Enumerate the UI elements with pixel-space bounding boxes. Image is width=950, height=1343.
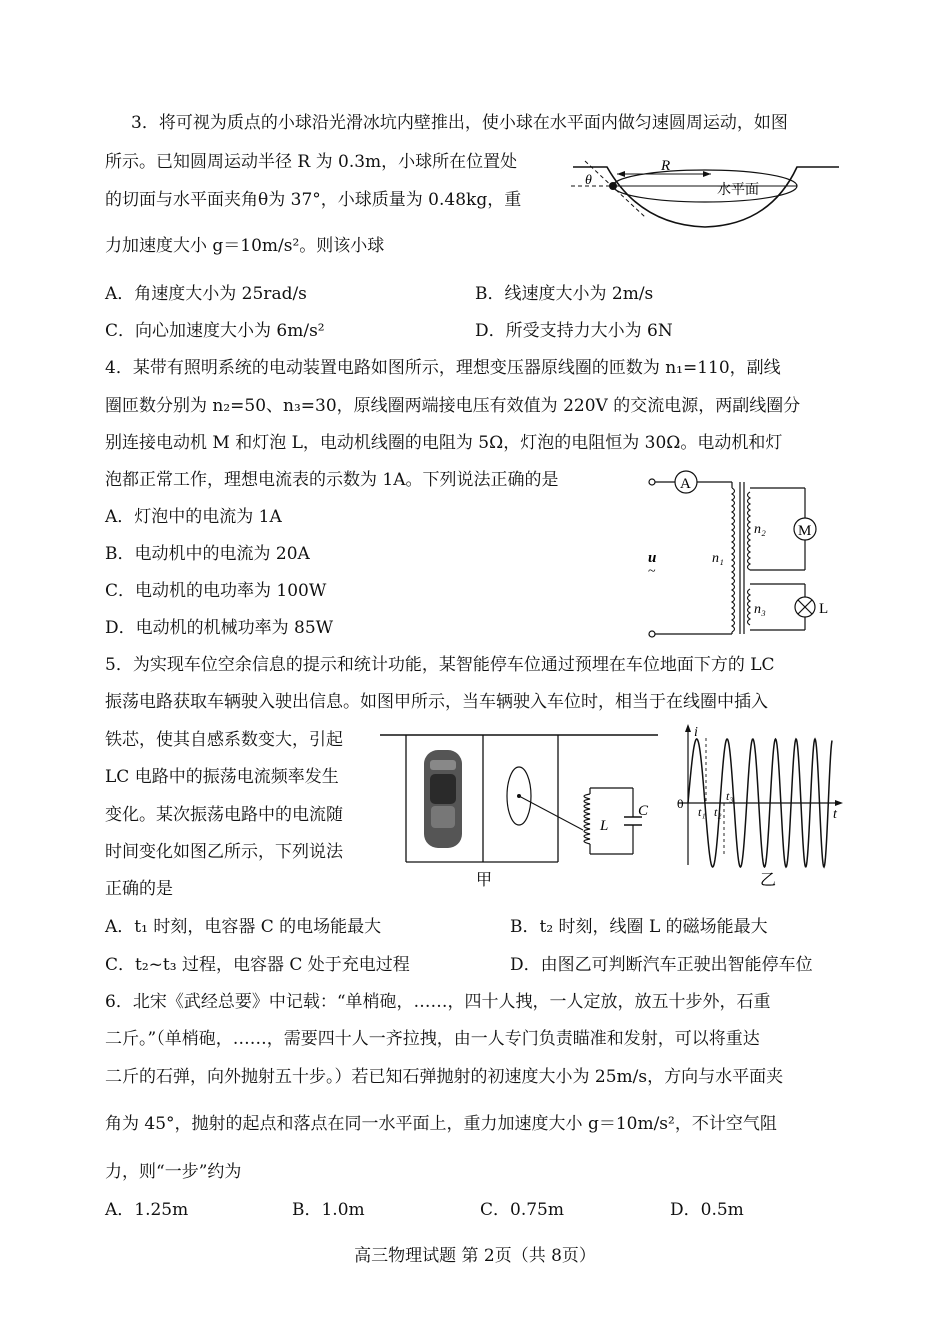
q5-t3: t₃: [726, 789, 734, 803]
q5-line5: 变化。某次振荡电路中的电流随: [105, 805, 343, 825]
q6-line1: 6．北宋《武经总要》中记载：“单梢砲，……，四十人拽，一人定放，放五十步外，石重: [105, 992, 771, 1012]
q3-line4: 力加速度大小 g＝10m/s²。则该小球: [105, 236, 385, 256]
q5-t1: t₁: [698, 805, 706, 819]
q4-ac-symbol: ~: [648, 564, 656, 579]
q4-option-d: D．电动机的机械功率为 85W: [105, 618, 334, 638]
q3-option-b: B．线速度大小为 2m/s: [475, 284, 654, 304]
q6-line4: 角为 45°，抛射的起点和落点在同一水平面上，重力加速度大小 g＝10m/s²，不计空气阻: [105, 1114, 777, 1134]
q5-label-l: L: [600, 818, 609, 834]
q4-option-c: C．电动机的电功率为 100W: [105, 581, 327, 601]
q3-label-theta: θ: [585, 173, 592, 188]
q5-line6: 时间变化如图乙所示，下列说法: [105, 842, 343, 862]
q5-line1: 5．为实现车位空余信息的提示和统计功能，某智能停车位通过预埋在车位地面下方的 LC: [105, 655, 775, 675]
q6-option-b: B．1.0m: [292, 1200, 365, 1220]
page-footer: 高三物理试题 第 2页（共 8页）: [354, 1246, 596, 1266]
q4-line2: 圈匝数分别为 n₂=50、n₃=30，原线圈两端接电压有效值为 220V 的交流电源，两副线圈分: [105, 396, 801, 416]
q5-label-c: C: [638, 803, 649, 819]
q4-line4: 泡都正常工作，理想电流表的示数为 1A。下列说法正确的是: [105, 470, 559, 490]
q5-origin: 0: [677, 796, 684, 811]
q4-line1: 4．某带有照明系统的电动装置电路如图所示，理想变压器原线圈的匝数为 n₁=110，副线: [105, 358, 781, 378]
q5-caption-jia: 甲: [476, 872, 493, 889]
q3-option-c: C．向心加速度大小为 6m/s²: [105, 321, 325, 341]
q4-transformer-circuit: [640, 462, 850, 642]
q6-line3: 二斤的石弹，向外抛射五十步。）若已知石弹抛射的初速度大小为 25m/s，方向与水平面夹: [105, 1067, 784, 1087]
q5-option-d: D．由图乙可判断汽车正驶出智能停车位: [510, 955, 813, 975]
q4-lamp-label: L: [819, 601, 829, 617]
q4-ammeter-label: A: [680, 476, 691, 492]
q6-line2: 二斤。”（单梢砲，……，需要四十人一齐拉拽，由一人专门负责瞄准和发射，可以将重达: [105, 1029, 760, 1049]
q4-n3-label: n₃: [754, 602, 766, 617]
q5-figure-jia: [378, 730, 668, 890]
q5-line3: 铁芯，使其自感系数变大，引起: [105, 730, 343, 750]
q5-line4: LC 电路中的振荡电流频率发生: [105, 767, 339, 787]
q4-n2-label: n₂: [754, 522, 766, 537]
q5-option-a: A．t₁ 时刻，电容器 C 的电场能最大: [105, 917, 382, 937]
q3-label-r: R: [661, 158, 671, 174]
q6-option-d: D．0.5m: [670, 1200, 744, 1220]
q4-n1-label: n₁: [712, 551, 724, 566]
q3-option-d: D．所受支持力大小为 6N: [475, 321, 673, 341]
q4-option-a: A．灯泡中的电流为 1A: [105, 507, 282, 527]
q5-line2: 振荡电路获取车辆驶入驶出信息。如图甲所示，当车辆驶入车位时，相当于在线圈中插入: [105, 692, 768, 712]
q6-line5: 力，则“一步”约为: [105, 1162, 242, 1182]
q3-line1: 3．将可视为质点的小球沿光滑冰坑内壁推出，使小球在水平面内做匀速圆周运动，如图: [131, 113, 788, 133]
q5-axis-t: t: [833, 807, 837, 822]
q3-ice-pit-figure: [565, 155, 845, 235]
q4-line3: 别连接电动机 M 和灯泡 L，电动机线圈的电阻为 5Ω，灯泡的电阻恒为 30Ω。电动机和灯: [105, 433, 783, 453]
q3-line3: 的切面与水平面夹角θ为 37°，小球质量为 0.48kg，重: [105, 190, 522, 210]
q3-line2: 所示。已知圆周运动半径 R 为 0.3m，小球所在位置处: [105, 152, 518, 172]
q3-label-horizontal-plane: 水平面: [717, 183, 759, 198]
q5-option-c: C．t₂~t₃ 过程，电容器 C 处于充电过程: [105, 955, 410, 975]
q5-caption-yi: 乙: [760, 872, 777, 889]
q6-option-a: A．1.25m: [105, 1200, 189, 1220]
q4-u-label: u: [648, 550, 657, 566]
q4-motor-label: M: [798, 523, 812, 539]
q5-line7: 正确的是: [105, 879, 173, 899]
q5-t2: t₂: [714, 805, 722, 819]
q4-option-b: B．电动机中的电流为 20A: [105, 544, 310, 564]
q6-option-c: C．0.75m: [480, 1200, 564, 1220]
q3-option-a: A．角速度大小为 25rad/s: [105, 284, 307, 304]
q5-axis-i: i: [694, 725, 698, 740]
q5-option-b: B．t₂ 时刻，线圈 L 的磁场能最大: [510, 917, 768, 937]
q5-figure-yi: [676, 722, 851, 892]
car-icon: [424, 750, 462, 848]
